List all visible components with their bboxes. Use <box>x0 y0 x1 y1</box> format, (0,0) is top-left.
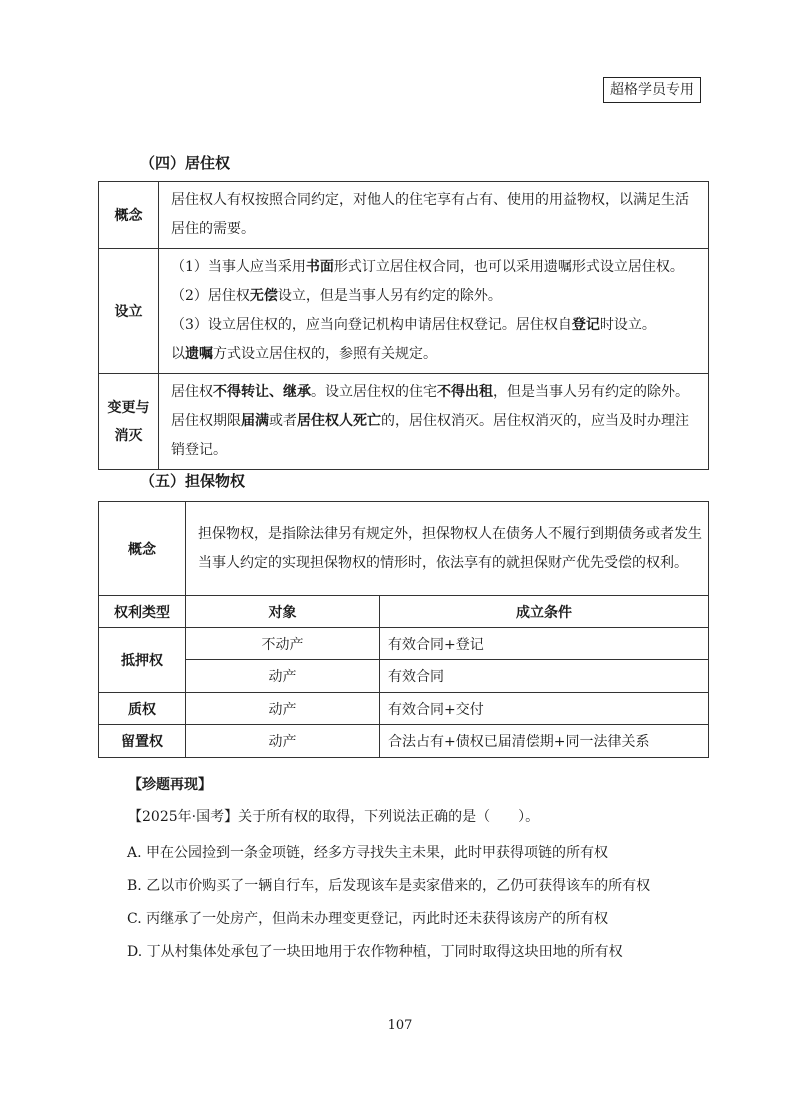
table-row <box>99 374 709 470</box>
emphasis-text: 届满 <box>241 413 269 429</box>
emphasis-text: 遗嘱 <box>185 346 213 362</box>
security-right-table <box>98 501 709 758</box>
student-only-stamp: 超格学员专用 <box>603 77 701 103</box>
emphasis-text: 无偿 <box>249 288 278 304</box>
table-row <box>99 628 709 660</box>
table-row <box>99 725 709 758</box>
paragraph <box>171 282 702 311</box>
table-row <box>99 182 709 249</box>
condition-cell: 有效合同 <box>380 660 709 693</box>
question-stem: 【2025年·国考】关于所有权的取得，下列说法正确的是（ ）。 <box>128 809 540 825</box>
table-row <box>99 693 709 725</box>
paragraph <box>171 253 702 282</box>
condition-cell: 合法占有+债权已届清偿期+同一法律关系 <box>380 725 709 758</box>
paragraph <box>171 378 702 465</box>
row-label: 设立 <box>99 249 159 374</box>
text-run: 居住权人有权按照合同约定，对他人的住宅享有占有、使用的用益物权，以满足生活居住的需要。 <box>171 192 689 237</box>
text-run: 以 <box>171 346 185 362</box>
change-content <box>159 374 709 470</box>
text-run: （2）居住权 <box>171 288 250 304</box>
concept-label: 概念 <box>99 502 186 596</box>
object-cell: 动产 <box>186 693 380 725</box>
row-label: 变更与消灭 <box>99 374 159 470</box>
emphasis-text: 书面 <box>305 259 334 275</box>
emphasis-text: 不得转让、继承 <box>213 384 311 400</box>
paragraph <box>171 311 702 340</box>
text-run: 时设立。 <box>599 317 656 333</box>
row-label: 概念 <box>99 182 159 249</box>
condition-cell: 有效合同+交付 <box>380 693 709 725</box>
option-b: B. 乙以市价购买了一辆自行车，后发现该车是卖家借来的，乙仍可获得该车的所有权 <box>127 878 651 894</box>
type-cell: 抵押权 <box>99 628 186 693</box>
object-cell: 不动产 <box>186 628 380 660</box>
paragraph <box>171 186 702 244</box>
text-run: （1）当事人应当采用 <box>171 259 306 275</box>
establishment-content <box>159 249 709 374</box>
text-run: （3）设立居住权的，应当向登记机构申请居住权登记。居住权自 <box>171 317 572 333</box>
table-row <box>99 249 709 374</box>
text-run: 的，居住权消灭。居住权消灭的，应当及时办理注销登记。 <box>171 413 689 458</box>
section-5-title: （五）担保物权 <box>140 472 246 490</box>
header-object: 对象 <box>186 596 380 628</box>
header-condition: 成立条件 <box>380 596 709 628</box>
paragraph <box>171 340 702 369</box>
concept-content <box>159 182 709 249</box>
table-row <box>99 660 709 693</box>
page-number: 107 <box>387 1018 413 1033</box>
type-cell: 质权 <box>99 693 186 725</box>
emphasis-text: 不得出租 <box>437 384 493 400</box>
option-c: C. 丙继承了一处房产，但尚未办理变更登记，丙此时还未获得该房产的所有权 <box>127 911 609 927</box>
table-header-row <box>99 596 709 628</box>
text-run: 方式设立居住权的，参照有关规定。 <box>213 346 437 362</box>
concept-content: 担保物权，是指除法律另有规定外，担保物权人在债务人不履行到期债务或者发生当事人约定的实现担保物权的情形时，依法享有的就担保财产优先受偿的权利。 <box>186 502 709 596</box>
question-heading: 【珍题再现】 <box>128 777 212 793</box>
emphasis-text: 居住权人死亡 <box>297 413 381 429</box>
option-d: D. 丁从村集体处承包了一块田地用于农作物种植，丁同时取得这块田地的所有权 <box>127 944 623 960</box>
text-run: 居住权 <box>171 384 213 400</box>
table-row <box>99 502 709 596</box>
residence-right-table <box>98 181 709 470</box>
object-cell: 动产 <box>186 660 380 693</box>
text-run: 形式订立居住权合同，也可以采用遗嘱形式设立居住权。 <box>333 259 684 275</box>
text-run: 或者 <box>269 413 297 429</box>
condition-cell: 有效合同+登记 <box>380 628 709 660</box>
option-a: A. 甲在公园捡到一条金项链，经多方寻找失主未果，此时甲获得项链的所有权 <box>127 845 609 861</box>
header-type: 权利类型 <box>99 596 186 628</box>
text-run: 。设立居住权的住宅 <box>311 384 437 400</box>
text-run: 设立，但是当事人另有约定的除外。 <box>277 288 502 304</box>
object-cell: 动产 <box>186 725 380 758</box>
section-4-title: （四）居住权 <box>140 154 231 172</box>
text-run: ，但是当事人另有约定的除外。居住权期限 <box>171 384 689 429</box>
emphasis-text: 登记 <box>571 317 600 333</box>
type-cell: 留置权 <box>99 725 186 758</box>
